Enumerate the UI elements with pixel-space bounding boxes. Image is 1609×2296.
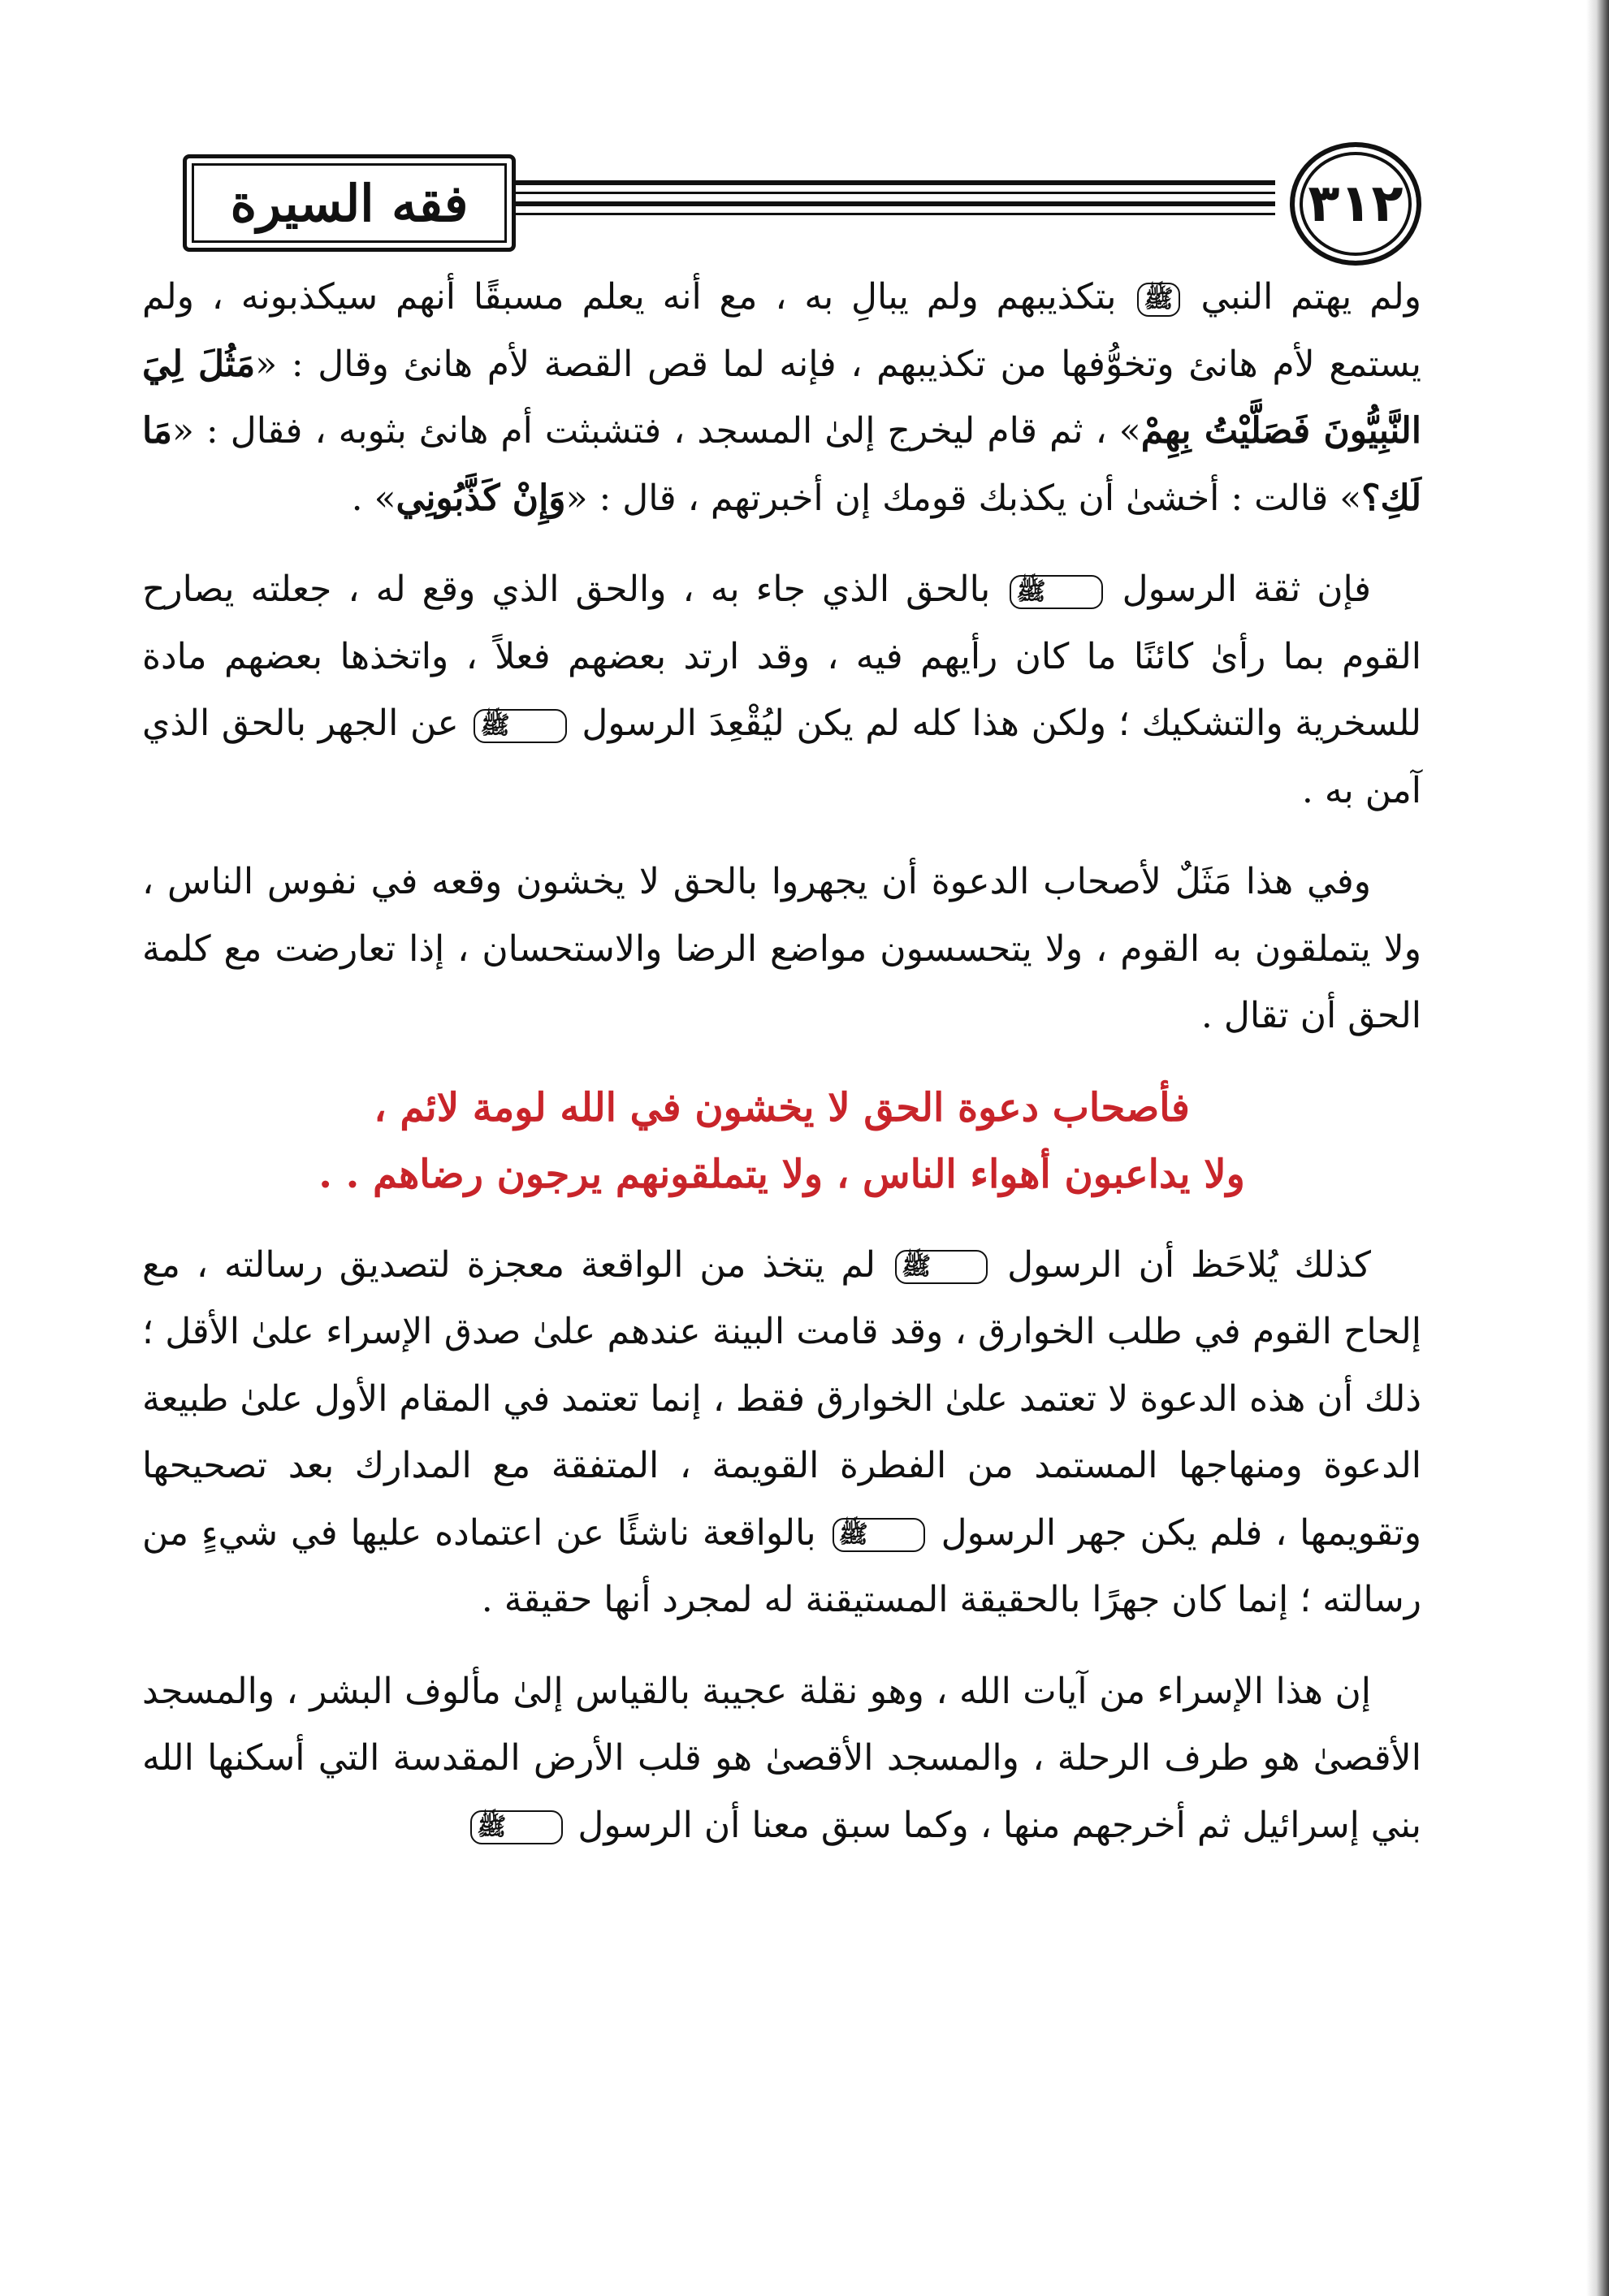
paragraphs-before	[142, 264, 1421, 1050]
paragraph: وفي هذا مَثَلٌ لأصحاب الدعوة أن يجهروا بالحق لا يخشون وقعه في نفوس الناس ، ولا يتملقون به القوم ، ولا يتحسسون مواضع الرضا والاستحسان ، إذا تعارضت مع كلمة الحق أن تقال .	[142, 861, 1421, 1036]
honorific-glyph: ﷺ	[470, 1810, 563, 1844]
paragraph: كذلك يُلاحَظ أن الرسول ﷺ لم يتخذ من الواقعة معجزة لتصديق رسالته ، مع إلحاح القوم في طلب الخوارق ، وقد قامت البينة عندهم علىٰ صدق الإسراء علىٰ الأقل ؛ ذلك أن هذه الدعوة لا تعتمد علىٰ الخوارق فقط ، إنما تعتمد في المقام الأول علىٰ طبيعة الدعوة ومنهاجها المستمد من الفطرة القويمة ، المتفقة مع المدارك بعد تصحيحها وتقويمها ، فلم يكن جهر الرسول ﷺ بالواقعة ناشئًا عن اعتماده عليها في شيءٍ من رسالته ؛ إنما كان جهرًا بالحقيقة المستيقنة له لمجرد أنها حقيقة .	[142, 1243, 1421, 1620]
header-rule	[504, 180, 1275, 185]
honorific-glyph: ﷺ	[895, 1250, 988, 1284]
page-number-badge	[1290, 142, 1421, 266]
paragraph: ولم يهتم النبي ﷺ بتكذيبهم ولم يبالِ به ، مع أنه يعلم مسبقًا أنهم سيكذبونه ، ولم يستمع لأم هانئ وتخوُّفها من تكذيبهم ، فإنه لما قص القصة لأم هانئ وقال : «مَثُلَ لِيَ النَّبِيُّونَ فَصَلَّيْتُ بِهِمْ» ، ثم قام ليخرج إلىٰ المسجد ، فتشبثت أم هانئ بثوبه ، فقال : «مَا لَكِ؟» قالت : أخشىٰ أن يكذبك قومك إن أخبرتهم ، قال : «وَإِنْ كَذَّبُونِي» .	[142, 276, 1422, 519]
page-number: ٣١٢	[1308, 174, 1404, 234]
header-rule	[504, 213, 1275, 215]
book-title: فقه السيرة	[230, 173, 469, 233]
highlighted-quote	[142, 1074, 1421, 1208]
honorific-glyph: ﷺ	[1137, 283, 1179, 317]
hadith-quote: مَثُلَ لِيَ النَّبِيُّونَ فَصَلَّيْتُ بِهِمْ	[142, 343, 1421, 452]
honorific-glyph: ﷺ	[1010, 575, 1102, 609]
page-header	[130, 138, 1438, 260]
highlighted-quote-line-1: فأصحاب دعوة الحق لا يخشون في الله لومة لائم ،	[374, 1084, 1190, 1131]
hadith-quote: مَا لَكِ؟	[142, 410, 1421, 519]
hadith-quote: وَإِنْ كَذَّبُونِي	[396, 477, 566, 519]
header-rule	[504, 201, 1275, 206]
honorific-glyph: ﷺ	[833, 1518, 925, 1552]
page-edge-shadow	[1586, 0, 1609, 2296]
page-body	[142, 264, 1421, 1883]
paragraph: فإن ثقة الرسول ﷺ بالحق الذي جاء به ، والحق الذي وقع له ، جعلته يصارح القوم بما رأىٰ كائنًا ما كان رأيهم فيه ، وقد ارتد بعضهم فعلاً ، واتخذها بعضهم مادة للسخرية والتشكيك ؛ ولكن هذا كله لم يكن ليُقْعِدَ الرسول ﷺ عن الجهر بالحق الذي آمن به .	[142, 569, 1421, 811]
highlighted-quote-line-2: ولا يداعبون أهواء الناس ، ولا يتملقونهم يرجون رضاهم . .	[318, 1151, 1245, 1197]
paragraphs-after	[142, 1232, 1421, 1860]
header-rule	[504, 192, 1275, 194]
paragraph: إن هذا الإسراء من آيات الله ، وهو نقلة عجيبة بالقياس إلىٰ مألوف البشر ، والمسجد الأقصىٰ هو طرف الرحلة ، والمسجد الأقصىٰ هو قلب الأرض المقدسة التي أسكنها الله بني إسرائيل ثم أخرجهم منها ، وكما سبق معنا أن الرسول ﷺ	[142, 1670, 1421, 1846]
book-title-plaque	[183, 154, 516, 252]
honorific-glyph: ﷺ	[474, 709, 566, 743]
